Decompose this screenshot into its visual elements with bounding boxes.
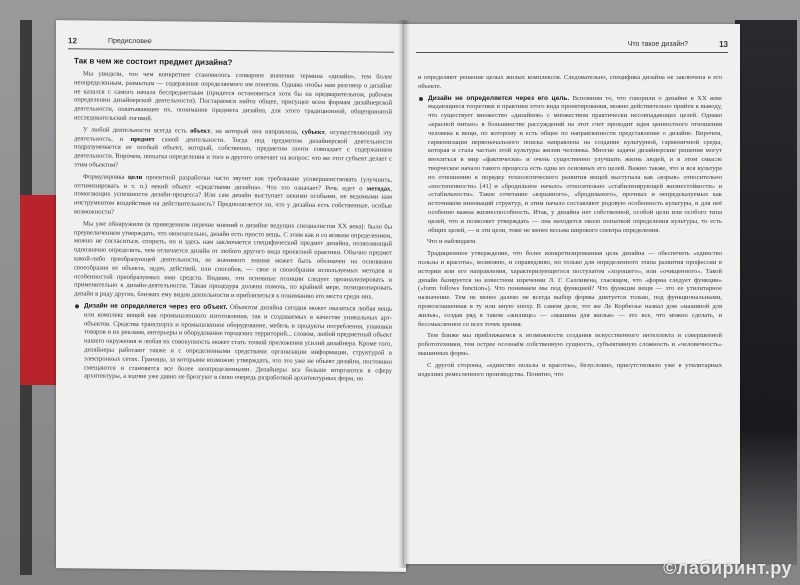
paragraph: Формулировка цели проектной разработки часто звучит как требование усовершенствовать (улучшить, оптимизировать и т. п.) некий объект «средствами дизайна». Что это означает? Речь идет о методах, помогающих успешности дизайн-процесса? Или сам дизайн выступает некими особыми, не ведомыми нам инструментом воздействия на действительность? Предполагается ли, что у дизайна есть собственные, особые возможности?: [74, 173, 392, 216]
page-number-right: 13: [719, 40, 728, 49]
section-title-right: Что такое дизайн?: [627, 41, 688, 48]
paragraph: и определяют решение целых жилых комплексов. Следовательно, специфика дизайна не заключена в его объекте.: [418, 74, 722, 90]
watermark: ©лабиринт.ру: [663, 558, 792, 578]
bullet-dot-icon: [419, 97, 423, 101]
left-page: [56, 20, 406, 572]
left-body-text: [74, 56, 392, 565]
paragraph: У любой деятельности всегда есть объект, на который она направлена, субъект, осуществляющий эту деятельность, и предмет самой деятельности. Тогда под предметом дизайнерской деятельности подразумевается ее особый объект, который, собственно, предметом почти совпадает с содержанием деятельности. Впрочем, попытка определения и того и другого отвечает на вопрос: что же этот субъект делает с этим объектом?: [74, 126, 392, 169]
section-title-left: Предисловие: [108, 37, 152, 46]
paragraph: Тем ближе мы приближаемся к возможности создания искусственного интеллекта и совершенной робототехники, тем острее осознаём собственную сущность, субъективную сложность и «человечность» машинных форм».: [418, 332, 722, 357]
section-heading: Так в чем же состоит предмет дизайна?: [74, 56, 233, 68]
bullet-item: Дизайн не определяется через его цель. Вспомним то, что говорили о дизайне в XX веке выдающиеся теоретики и практики этого вида проектирования, можно действительно прийти к выводу, что существует множество «дизайнов» с множеством практически несовпадающих целей. Однако «красной нитью» в большинстве рассуждений на этот счет проходит идея ценностного отношения человека к вещи, по которому и есть общее по направленности представление о дизайне. Впрочем, гармонизация первоначального поиска направлена на создание культурной, гармоничной среды, которая и стала частью этой культуры жизни человека. Многие задачи дизайнерские решения могут вноситься в мир «фактически» и очень существенно улучшать жизнь людей, и в этом смысле творческое начало такого процесса есть одна из основных его целей. Важно также, что и вся культура по отношению к порядку технологического развития вещей выступала как «взрыв» относительно «постепенности» [41] и «бродильное начало» относительно «стабилизирующей жизнестойкости» и «стабильности». Такое сочетание «взрывного», «бродильного», прочных и непредсказуемых как источником инноваций структур, и этим начало составляют родовую особенность культуры, и для неё особенно важна жизнеспособность. Итак, у дизайна нет собственной, особой цели или особого типа целей, что и позволяет утверждать — она находится около попыткой определения культуры, то есть общих целей, — и эти цели, тоже не менее весьма широкого спектра определения.: [418, 95, 722, 236]
paragraph: С другой стороны, «единство пользы и красоты», безусловно, присутствовало уже в утилитарных изделиях ремесленного производства. Понятно, что: [418, 361, 722, 378]
page-number-left: 12: [68, 36, 77, 46]
paragraph: Что и наблюдаем.: [427, 238, 477, 246]
paragraph: Мы уже обнаружили (в приведенном перечне мнений о дизайне ведущих специалистов XX века): было бы преувеличением утверждать, что окончательно, дизайн есть просто вещь. С этим как и со всяким определением, можно не согласиться, спорить, но и здесь нам заключается специфический предмет дизайна, позволяющий однозначно определить, чем отличается дизайн от любого другого вида проектной практики. Обычно предмет какой-либо преобразующей деятельности, ее значимого знания может быть обозначен на основании своеобразия ее объекта, задач, действий, или способов, — свое и своеобразия используемых методов и особенностей преобразуемых ими средств. Видимо, эти основные позиции следует проанализировать и применительно к дизайн-деятельности. Такая процедура должна помочь, по крайней мере, позиционировать дизайн в ряду других, близких ему видов деятельности и приблизиться к пониманию его места среди них.: [74, 220, 392, 301]
right-page: [404, 24, 740, 564]
bullet-item: Дизайн не определяется через его объект. Объектом дизайна сегодня может оказаться любая вещь или комплекс вещей как промышленного изготовления, так и создаваемых в качестве уникальных арт-объектов. Средства транспорта и промышленное оборудование, мебель и продукты потребления, упаковки товаров и их реклама, интерьеры и оборудование городских территорий... словом, любой предметный объект нашего окружения и любая их совокупность может стать точкой приложения усилий дизайнера. Кроме того, дизайнеры работают также и с определенными средствами организации информации, структурой в электронных сетях. Границы, за которыми возможно утверждать, что это уже не объект дизайна, постоянно смещаются и становятся все более неопределенными. Дизайнеры все больше вторгаются в сферу архитектуры, а зодчие уже давно не брезгуют в свою очередь разработкой архитектурных форм, но: [74, 302, 392, 385]
right-body-text: [418, 74, 722, 558]
book-cover-right: [735, 20, 797, 565]
left-running-head: [68, 36, 394, 52]
paragraph: Мы увидели, что чем конкретнее становилось словарное значение термина «дизайн», тем более неопределенным, размытым — содержание определяемого им понятия. Однако чтобы нам разговор о дизайне не казался с самого начала беспредметным (придется остановиться хотя бы на предварительном, рабочем определении дизайнерской деятельности). Постараемся найти общее, присущее всем формам дизайнерской деятельности, охватывающее их, понимание предмета дизайна, для этого традиционной, общепринятой исследовательской логикой.: [74, 70, 392, 123]
book-gutter: [398, 20, 410, 568]
paragraph: Традиционное утверждение, что более конкретизированная цель дизайна — обеспечить «единство пользы и красоты», возможно, и справедливо, но только для определенного этапа развития профессии в истории или его направления, характеризующегося постулатом «хорошего», или «очищенного». Такой дизайн базируется на известном изречении Л. Г. Салливена, гласящем, что «форма следует функции» («form follows function»). Что понимаем мы под функцией? Что функция вещи — это ее утилитарное назначение. Тем не менее далеко не всегда выбор формы диктуется только, под функциональными, провозглашенная в ту или иную эпоху. В самом деле, тот же Ле Корбюзье назвал дом «машиной для жилья», создав ряд в таком «жилище» — «машина для жилья» — это все, что можно сделать, и бессмысленное со всех точек зрения.: [418, 250, 722, 328]
bullet-dot-icon: [75, 304, 79, 308]
right-running-head: [416, 40, 728, 53]
